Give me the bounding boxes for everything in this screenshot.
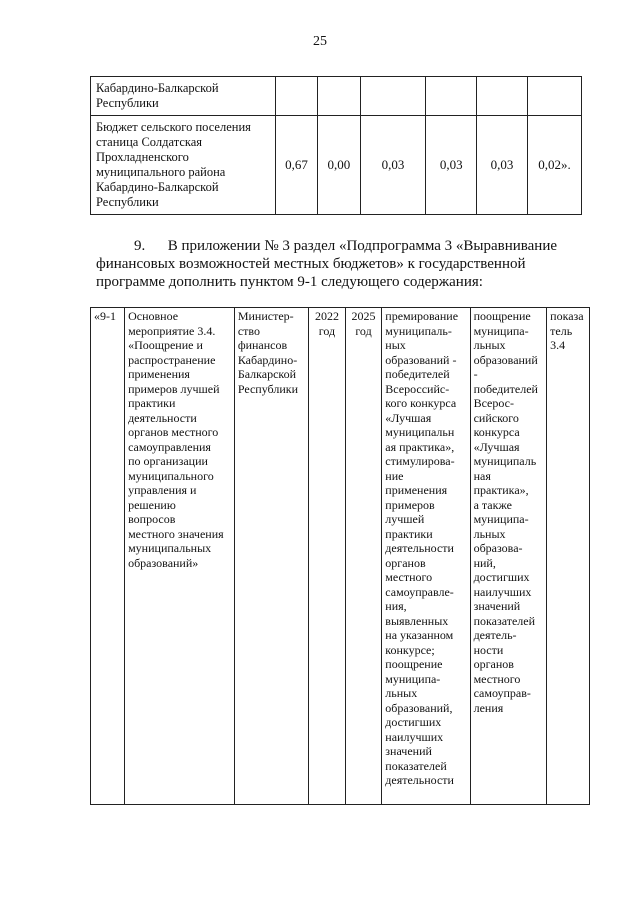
paragraph-line: финансовых возможностей местных бюджетов» к государственной (96, 256, 526, 272)
table-row (91, 77, 582, 116)
value-cell: 0,03 (477, 116, 528, 215)
value-cell (318, 77, 360, 116)
budget-name-cell: Кабардино-Балкарской Республики (91, 77, 276, 116)
value-cell: 0,03 (426, 116, 477, 215)
paragraph-line: 9. В приложении № 3 раздел «Подпрограмма 3 «Выравнивание (134, 238, 558, 254)
item-number-cell: «9-1 (91, 308, 125, 805)
paragraph-line: программе дополнить пунктом 9-1 следующего содержания: (96, 274, 483, 290)
budget-name-cell: Бюджет сельского поселения станица Солдатская Прохладненского муниципального района Кабардино-Балкарской Республики (91, 116, 276, 215)
table-row (91, 116, 582, 215)
end-year-cell: 2025 год (345, 308, 382, 805)
value-cell: 0,02». (527, 116, 581, 215)
budget-table (90, 76, 582, 215)
amendment-paragraph (96, 237, 580, 291)
measure-name-cell: Основное мероприятие 3.4. «Поощрение и распространение применения примеров лучшей практики деятельности органов местного самоуправления по организации муниципального управления и решению вопросов местного значения муниципальных образований» (125, 308, 235, 805)
value-cell: 0,03 (360, 116, 426, 215)
value-cell (426, 77, 477, 116)
program-item-table (90, 307, 590, 805)
value-cell (360, 77, 426, 116)
executor-cell: Министер- ство финансов Кабардино- Балкарской Республики (234, 308, 308, 805)
value-cell: 0,00 (318, 116, 360, 215)
indicator-cell: показа тель 3.4 (547, 308, 590, 805)
value-cell (275, 77, 317, 116)
value-cell: 0,67 (275, 116, 317, 215)
expected-result-cell: премирование муниципаль- ных образований - победителей Всероссийс- кого конкурса «Лучшая муниципальн ая практика», стимулирова- ние применения примеров лучшей практики деятельности органов местного самоуправле- ния, выявленных на указанном конкурсе; поощрение муниципа- льных образований, достигших наилучших значений показателей деятельности (382, 308, 470, 805)
value-cell (477, 77, 528, 116)
table-row (91, 308, 590, 805)
value-cell (527, 77, 581, 116)
page-number: 25 (313, 34, 327, 49)
start-year-cell: 2022 год (309, 308, 346, 805)
link-cell: поощрение муниципа- льных образований - победителей Всерос- сийского конкурса «Лучшая муниципаль ная практика», а также муниципа- льных образова- ний, достигших наилучших значений показателей деятель- ности органов местного самоуправ- ления (470, 308, 547, 805)
